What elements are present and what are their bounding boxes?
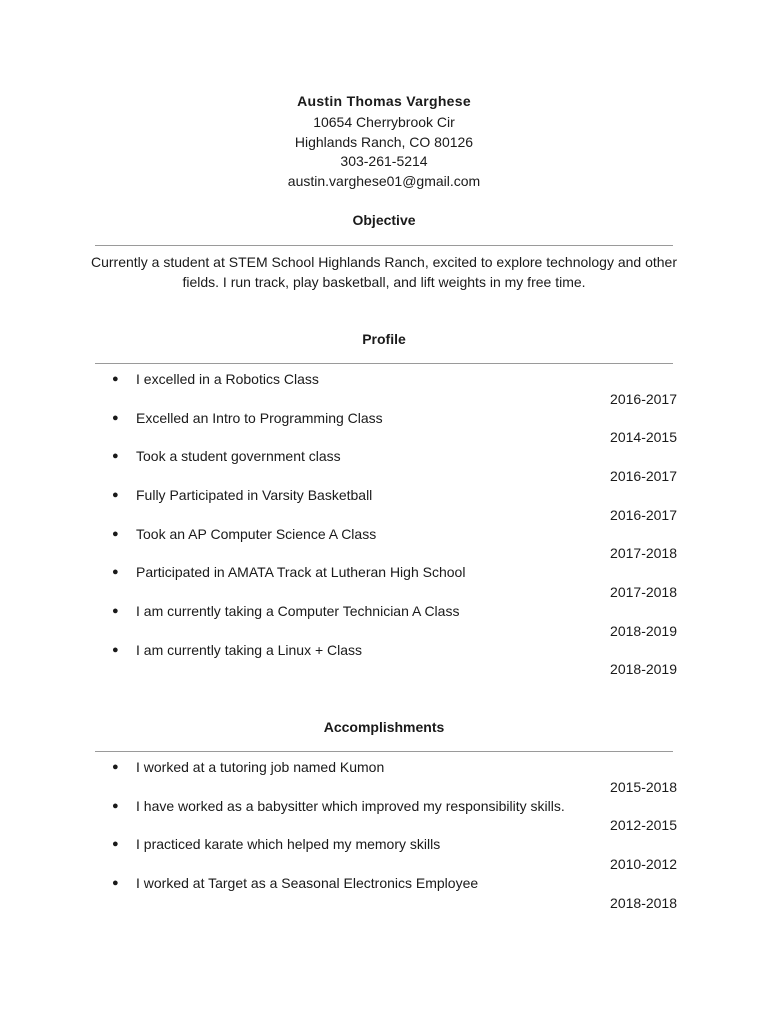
bullet-icon: ● — [112, 411, 119, 424]
profile-item-date: 2016-2017 — [610, 506, 677, 523]
bullet-icon: ● — [112, 799, 119, 812]
profile-item-text: Took a student government class — [136, 448, 341, 465]
profile-item — [0, 485, 768, 524]
bullet-icon: ● — [112, 489, 119, 502]
profile-item-text: I am currently taking a Linux + Class — [136, 641, 363, 658]
accomplishment-item-text: I have worked as a babysitter which improved my responsibility skills. — [136, 797, 565, 814]
accomplishment-item-text: I practiced karate which helped my memory skills — [136, 836, 441, 853]
objective-heading: Objective — [352, 212, 416, 228]
profile-heading: Profile — [362, 331, 406, 347]
profile-item — [0, 562, 768, 601]
bullet-icon: ● — [112, 527, 119, 540]
profile-item-date: 2016-2017 — [610, 467, 677, 484]
bullet-icon: ● — [112, 761, 119, 773]
profile-item — [0, 524, 768, 563]
profile-item — [0, 640, 768, 679]
profile-list — [0, 369, 768, 679]
bullet-icon: ● — [112, 373, 119, 385]
accomplishment-item — [0, 796, 768, 835]
bullet-icon: ● — [112, 877, 119, 890]
profile-item — [0, 601, 768, 640]
profile-item-text: Fully Participated in Varsity Basketball — [136, 487, 373, 504]
accomplishment-item — [0, 873, 768, 912]
accomplishment-item-text: I worked at a tutoring job named Kumon — [136, 759, 385, 775]
profile-item-date: 2016-2017 — [610, 390, 677, 407]
bullet-icon: ● — [112, 605, 119, 618]
bullet-icon: ● — [112, 643, 119, 656]
profile-item-date: 2017-2018 — [610, 583, 677, 600]
objective-text: Currently a student at STEM School Highlands Ranch, excited to explore technology and other fields. I run track, play basketball, and lift weights in my free time. — [91, 254, 677, 290]
profile-divider — [95, 363, 673, 364]
objective-divider — [95, 245, 673, 246]
accomplishment-item-text: I worked at Target as a Seasonal Electronics Employee — [136, 875, 479, 892]
profile-item-text: I excelled in a Robotics Class — [136, 371, 319, 387]
profile-item-text: Participated in AMATA Track at Lutheran High School — [136, 564, 466, 581]
accomplishment-item-date: 2010-2012 — [610, 855, 677, 872]
profile-item — [0, 408, 768, 447]
resume-name: Austin Thomas Varghese — [297, 93, 471, 109]
accomplishment-item — [0, 834, 768, 873]
accomplishments-list — [0, 757, 768, 912]
bullet-icon: ● — [112, 450, 119, 463]
profile-item-date: 2018-2019 — [610, 622, 677, 639]
accomplishment-item-date: 2015-2018 — [610, 778, 677, 795]
profile-item-date: 2018-2019 — [610, 661, 677, 678]
profile-item-text: Took an AP Computer Science A Class — [136, 525, 377, 542]
profile-item-date: 2017-2018 — [610, 545, 677, 562]
profile-item-text: I am currently taking a Computer Technician A Class — [136, 603, 460, 620]
accomplishments-heading: Accomplishments — [323, 719, 445, 735]
profile-item — [0, 446, 768, 485]
address-line-1: 10654 Cherrybrook Cir — [313, 114, 455, 130]
profile-item-date: 2014-2015 — [610, 429, 677, 446]
accomplishment-item-date: 2012-2015 — [610, 817, 677, 834]
address-line-2: Highlands Ranch, CO 80126 — [294, 134, 474, 150]
profile-item-text: Excelled an Intro to Programming Class — [136, 409, 383, 426]
phone-number: 303-261-5214 — [340, 153, 428, 169]
profile-item — [0, 369, 768, 408]
email-address: austin.varghese01@gmail.com — [287, 173, 481, 189]
bullet-icon: ● — [112, 838, 119, 851]
accomplishment-item-date: 2018-2018 — [610, 894, 677, 911]
accomplishments-divider — [95, 751, 673, 752]
accomplishment-item — [0, 757, 768, 796]
bullet-icon: ● — [112, 566, 119, 579]
